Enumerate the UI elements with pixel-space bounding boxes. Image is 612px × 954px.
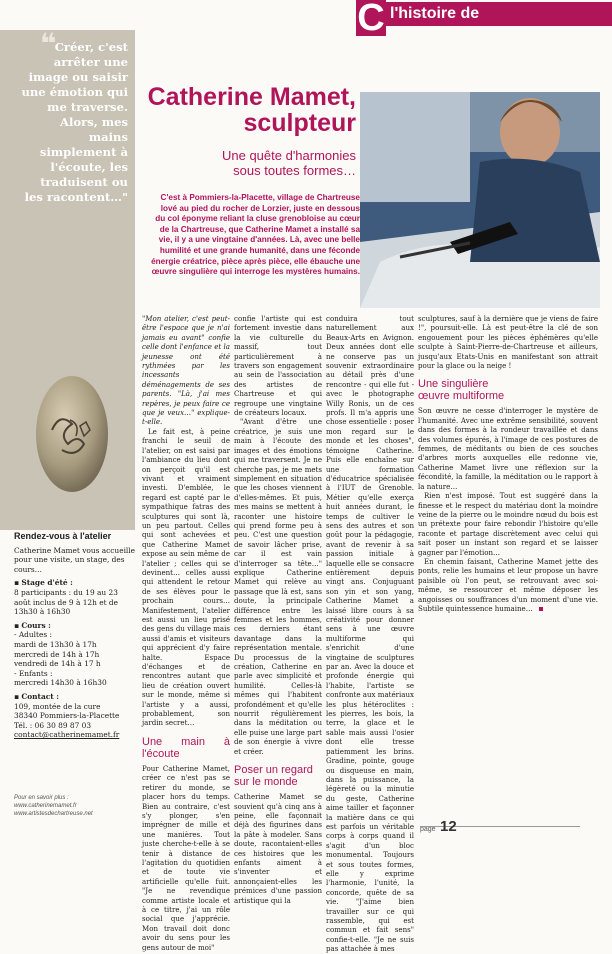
- heading-regard-line-2: sur le monde: [234, 776, 298, 789]
- contact-email[interactable]: contact@catherinemamet.fr: [14, 730, 120, 740]
- header-letter: C: [357, 0, 385, 39]
- end-mark-icon: [539, 607, 543, 611]
- subtitle-line-1: Une quête d'harmonies: [221, 148, 356, 163]
- web-credits: [14, 794, 136, 818]
- c2-paragraph-3: Catherine Mamet se souvient qu'à cinq ans à peine, elle façonnait déjà des figurines dans la pâte à modeler. Sans doute, racontaient-elles ces histoires que les enfants aiment à s'inventer et annonçaient-elles les prémices d'une passion artistique qui la: [234, 792, 322, 905]
- info-box: Rendez-vous à l'atelier Catherine Mamet vous accueille pour une visite, un stage, des cours… ▪ Stage d'été : 8 participants : du 19 au 23 août inclus de 9 à 12h et de 13h30 à 16h30 ▪ Cours : - Adultes : mardi de 13h30 à 17h mercredi de 14h à 17h vendredi de 14h à 17 h - Enfants : mercredi 14h30 à 16h30 ▪ Contact : 109, montée de la cure 38340 Pommiers-la-Placette Tél. : 06 30 89 87 03 contact@catherinemamet.fr: [14, 531, 136, 740]
- c4-paragraph-3: Rien n'est imposé. Tout est suggéré dans la finesse et le respect du matériau dont la moindre veine de la pierre ou le moindre nœud du bois est un prétexte pour faire rebondir l'histoire qu'elle raconte et partage discrètement avec celui qui sait poser un instant son regard et se laisser gagner par l'émotion…: [418, 491, 598, 557]
- heading-singuliere: [418, 378, 506, 402]
- credit-intro: Pour en savoir plus :: [14, 795, 69, 801]
- adultes-line-2: mercredi de 14h à 17h: [14, 649, 100, 659]
- c4-paragraph-2: Son œuvre ne cesse d'interroger le mystère de l'humanité. Avec une extrême sensibilité, souvent dans des formes à la rondeur travaillée et dans des volumes épurés, à l'image de ces postures de femmes, de méditants ou bien de ces souches d'arbres morts auxquelles elle redonne vie, Catherine Mamet livre une réflexion sur la fécondité, la famille, la méditation ou le rapport à la nature…: [418, 406, 598, 491]
- c3-paragraph-1: conduira tout naturellement aux Beaux-Arts en Avignon. Deux années dont elle ne conserve pas un souvenir extraordinaire au détail près d'une rencontre - qui elle fut - avec le photographe Willy Ronis, un de ces profs. Il m'a appris une chose essentielle : poser mon regard sur le monde et les choses", témoigne Catherine. Puis elle enchaîne sur une formation d'éducatrice spécialisée à l'IUT de Grenoble. Métier qu'elle exerça huit années durant, le temps de cultiver le sens des autres et son goût pour la pédagogie, avant de revenir à sa passion initiale à laquelle elle se consacre entièrement depuis vingt ans. Conjuguant son yin et son yang, Catherine Mamet a laissé libre cours à sa créativité pour donner sens à une œuvre multiforme qui s'enrichit d'une vingtaine de sculptures par an. Avec la douce et profonde énergie qui l'habite, l'artiste se confronte aux matériaux les plus hétéroclites : les pierres, les bois, la terre, la glace et le sable mais aussi l'osier dont elle tresse patiemment les brins. Gradine, pointe, gouge ou disqueuse en main, dans la puissance, la légèreté ou la minutie du geste, Catherine aime tailler et façonner la matière dans ce qui est parfois un véritable corps à corps quand il s'agit d'un bloc monumental. Toujours et sous toutes formes, elle y exprime l'harmonie, l'unité, la concorde, quête de sa vie. "J'aime bien travailler sur ce qui rassemble, qui est commun et fait sens" confie-t-elle. "Je ne suis pas attachée à mes: [326, 314, 414, 954]
- stone-sculpture-image: [22, 372, 122, 494]
- heading-ecoute: Une main à l'écoute: [142, 735, 230, 760]
- contact-address-1: 109, montée de la cure: [14, 701, 101, 711]
- c2-paragraph-2: "Avant d'être une créatrice, je suis une main à l'écoute des images et des émotions qui me traversent. Je ne cherche pas, je me mets simplement en situation que les choses viennent d'elles-mêmes. Et puis, mes mains se mettent à raconter une histoire qui prend forme peu à peu. C'est une question de savoir lâcher prise, car il est vain d'interroger sa tête…" explique Catherine Mamet qui relève au passage que là est, sans doute, la principale différence entre les femmes et les hommes, ces derniers étant davantage dans la représentation mentale. Du processus de la création, Catherine en parle avec simplicité et humilité. Celles-là mêmes qui l'habitent profondément et qu'elle nourrit régulièrement dans la méditation ou elle puise une large part de son énergie à vivre et créer.: [234, 417, 322, 756]
- c4-paragraph-4-text: En chemin faisant, Catherine Mamet jette des ponts, relie les humains et leur propose un havre paisible où l'on peut, se retrouvant avec soi-même, se ressourcer et même déposer les angoisses ou souffrances d'un moment d'une vie. Subtile quintessence humaine…: [418, 556, 598, 613]
- page-word: page: [420, 826, 436, 833]
- contact-label: Contact :: [21, 691, 59, 701]
- credit-link-2[interactable]: www.artistesdechartreuse.net: [14, 811, 93, 817]
- heading-regard: [234, 764, 322, 788]
- article-column-1: [142, 314, 230, 952]
- page-number: [420, 818, 480, 836]
- adultes-line-3: vendredi de 14h à 17 h: [14, 659, 101, 669]
- c1-paragraph-3: Pour Catherine Mamet, créer ce n'est pas se retirer du monde, se placer hors du temps. Bien au contraire, c'est s'y plonger, s'en imprégner de mille et une manières. Tout juste cherche-t-elle à se tenir à distance de l'agitation du quotidien et de toute vie artificielle qu'elle fuit. "Je ne revendique comme artiste locale et à ce titre, j'ai un rôle social que j'apprécie. Mon travail doit donc avoir du sens pour les gens autour de moi": [142, 763, 230, 952]
- c1-paragraph-2: Le fait est, à peine franchi le seuil de l'atelier, on est saisi par l'ambiance du lieu dont on perçoit qu'il est vivant et vraiment investi. D'emblée, le regard est capté par le sympathique fatras des sculptures qui sont là, un peu partout. Celles qui sont achevées et que Catherine Mamet expose au sein même de l'atelier ; celles qui se devinent… celles aussi qui attendent le retour de ses élèves pour le prochain cours… Manifestement, l'atelier est aussi un lieu prisé des gens du village mais aussi d'amis et visiteurs qui apprécient d'y faire halte. Espace d'échanges et de rencontres autant que lieu de création ouvert sur le monde, même si l'artiste y a aussi, probablement, son jardin secret…: [142, 426, 230, 728]
- article-lead: C'est à Pommiers-la-Placette, village de Chartreuse lové au pied du rocher de Lorzier, juste en dessous du col éponyme reliant la cluse grenobloise au cœur de la Chartreuse, que Catherine Mamet a installé sa vie, il y a une vingtaine d'années. Là, avec une belle humilité et une grande humanité, dans une féconde énergie créatrice, pièce après pièce, elle ébauche une œuvre singulière qui interroge les mystères humains.: [151, 193, 360, 277]
- quote-mark-icon: ❝: [40, 27, 57, 60]
- article-column-4: [418, 314, 598, 613]
- quote-text: Créer, c'est arrêter une image ou saisir une émotion qui me traverse. Alors, mes mains simplement à l'écoute, les traduisent ou les racontent…": [21, 40, 128, 204]
- c1-paragraph-1: "Mon atelier, c'est peut-être l'espace que je n'ai jamais eu avant" confie celle dont l'enfance et la jeunesse ont été rythmées par les incessants déménagements de ses parents. "Là, j'ai mes repères, je peux faire ce que je veux…" explique-t-elle.: [142, 314, 230, 427]
- enfants-line-1: mercredi 14h30 à 16h30: [14, 678, 107, 688]
- page-subtitle: [170, 148, 356, 178]
- subtitle-line-2: sous toutes formes…: [233, 163, 356, 178]
- page-number-value: 12: [440, 818, 457, 835]
- artist-photo: [360, 92, 600, 308]
- header-label: l'histoire de: [386, 2, 612, 26]
- heading-singuliere-line-2: œuvre multiforme: [418, 390, 505, 403]
- adultes-label: - Adultes :: [14, 630, 53, 640]
- title-line-1: Catherine Mamet,: [147, 83, 356, 111]
- contact-address-2: 38340 Pommiers-la-Placette: [14, 711, 120, 721]
- page-title: [140, 84, 356, 136]
- c4-paragraph-4: [418, 557, 598, 613]
- cours-label: Cours :: [21, 620, 51, 630]
- section-header: [356, 0, 612, 39]
- adultes-line-1: mardi de 13h30 à 17h: [14, 639, 97, 649]
- stage-text: 8 participants : du 19 au 23 août inclus de 9 à 12h et de 13h30 à 16h30: [14, 587, 119, 617]
- credit-link-1[interactable]: www.catherinemamet.fr: [14, 803, 77, 809]
- c2-paragraph-1: confie l'artiste qui est fortement investie dans la vie culturelle du massif, tout particulièrement à travers son engagement au sein de l'association des artistes de Chartreuse et qui regroupe une vingtaine de créateurs locaux.: [234, 314, 322, 418]
- info-box-title: Rendez-vous à l'atelier: [14, 531, 112, 541]
- stage-label: Stage d'été :: [21, 578, 73, 588]
- sidebar-quote: [20, 27, 128, 205]
- heading-regard-line-1: Poser un regard: [234, 764, 313, 777]
- info-box-intro: Catherine Mamet vous accueille pour une visite, un stage, des cours…: [14, 545, 136, 574]
- enfants-label: - Enfants :: [14, 668, 53, 678]
- contact-phone: Tél. : 06 30 89 87 03: [14, 720, 92, 730]
- heading-singuliere-line-1: Une singulière: [418, 378, 489, 391]
- article-column-3: [326, 314, 414, 954]
- title-line-2: sculpteur: [243, 109, 356, 137]
- c4-paragraph-1: sculptures, sauf à la dernière que je viens de faire !", poursuit-elle. Là est peut-être la clé de son engouement pour les pièces éphémères qu'elle sculpte à Saint-Pierre-de-Chartreuse et ailleurs, jusqu'aux Etats-Unis en manifestant son attrait pour la glace ou la neige !: [418, 314, 598, 371]
- article-column-2: [234, 314, 322, 905]
